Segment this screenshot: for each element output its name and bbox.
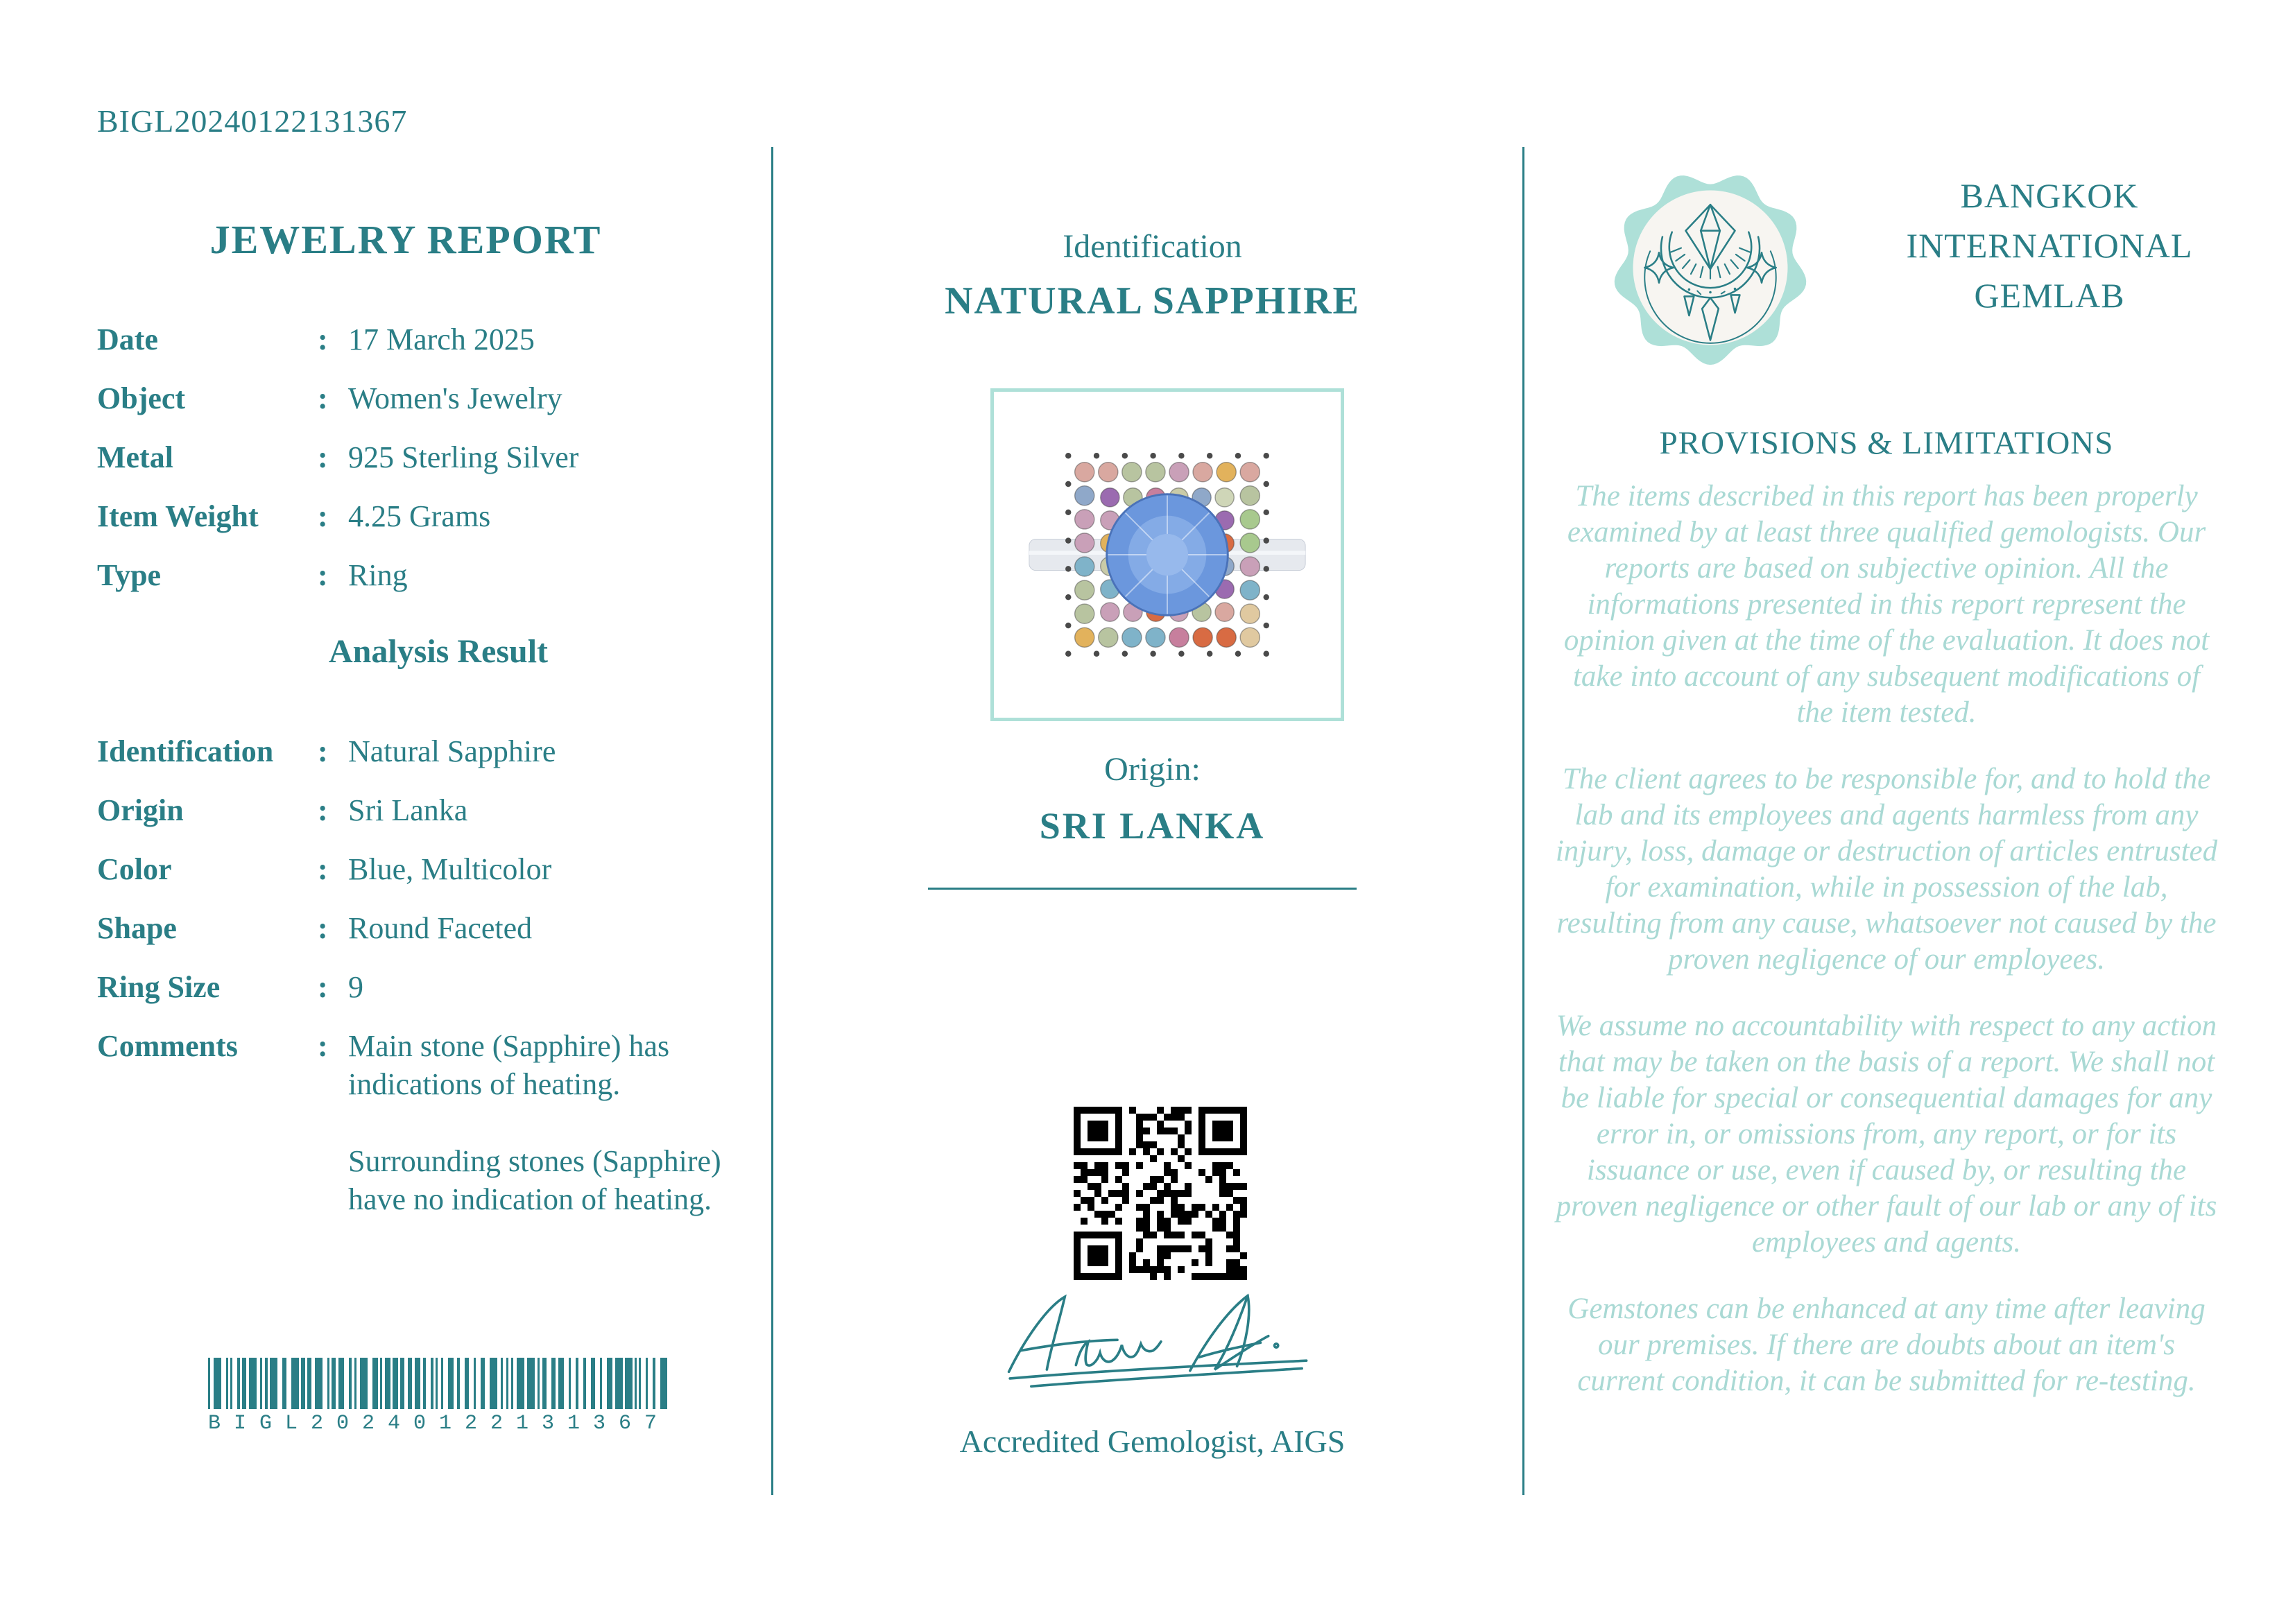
field-colon: : <box>318 970 328 1004</box>
lab-name <box>1838 171 2261 320</box>
origin-value: SRI LANKA <box>1039 805 1266 847</box>
comment-line-2: Surrounding stones (Sapphire) have no indication of heating. <box>348 1144 721 1216</box>
provisions-paragraph-1: The items described in this report has been properly examined by at least three qualified gemologists. Our reports are based on subjective opinion. All the informations presented in this report represent the opinion given at the time of the evaluation. It does not take into account of any subsequent modifications of the item tested. <box>1563 480 2210 729</box>
field-value: 925 Sterling Silver <box>348 440 579 474</box>
column-divider-left <box>771 147 773 1495</box>
comment-line-1: Main stone (Sapphire) has indications of heating. <box>348 1029 670 1101</box>
field-colon: : <box>318 734 328 768</box>
field-label: Date <box>97 322 158 356</box>
gemologist-signature <box>993 1277 1340 1416</box>
signature-icon <box>993 1277 1340 1416</box>
field-value: Blue, Multicolor <box>348 852 552 886</box>
field-colon: : <box>318 322 328 356</box>
field-label: Identification <box>97 734 274 768</box>
field-row-origin <box>97 791 756 829</box>
field-row-date <box>97 320 756 359</box>
field-label: Metal <box>97 440 173 474</box>
field-label: Object <box>97 381 186 415</box>
field-colon: : <box>318 1029 328 1063</box>
provisions-paragraph-4: Gemstones can be enhanced at any time after leaving our premises. If there are doubts about an item's current condition, it can be submitted for re-testing. <box>1567 1293 2206 1397</box>
field-value: Women's Jewelry <box>348 381 562 415</box>
necklace-gem-badge-icon <box>1608 165 1813 370</box>
field-colon: : <box>318 499 328 533</box>
field-row-identification <box>97 732 756 770</box>
field-row-comments <box>97 1027 756 1218</box>
identification-heading: Identification <box>1063 228 1242 265</box>
barcode <box>208 1358 671 1435</box>
field-value: Natural Sapphire <box>348 734 556 768</box>
field-colon: : <box>318 911 328 945</box>
field-label: Comments <box>97 1029 238 1063</box>
lab-name-line1: BANGKOK <box>1960 176 2139 215</box>
jewelry-photo-frame <box>990 388 1344 721</box>
field-label: Shape <box>97 911 177 945</box>
field-row-ring-size <box>97 968 756 1006</box>
origin-heading: Origin: <box>1104 751 1201 788</box>
field-row-metal <box>97 438 756 476</box>
field-row-type <box>97 556 756 594</box>
analysis-field-list <box>97 732 756 1239</box>
ring-photo <box>1017 405 1317 705</box>
provisions-text <box>1554 478 2219 1430</box>
barcode-image <box>208 1358 667 1409</box>
barcode-text: BIGL20240122131367 <box>208 1412 671 1435</box>
report-number: BIGL20240122131367 <box>97 103 408 139</box>
report-field-list <box>97 320 756 615</box>
field-row-item-weight <box>97 497 756 535</box>
field-colon: : <box>318 440 328 474</box>
analysis-result-heading: Analysis Result <box>328 633 549 670</box>
provisions-paragraph-3: We assume no accountability with respect to any action that may be taken on the basis of a report. We shall not be liable for special or consequential damages for any error in, or omissions from, any report, or for its issuance or use, even if caused by, or resulting the proven negligence or other fault of our lab or any of its employees and agents. <box>1556 1010 2217 1259</box>
provisions-heading: PROVISIONS & LIMITATIONS <box>1659 425 2114 461</box>
field-row-object <box>97 379 756 417</box>
field-value: Sri Lanka <box>348 793 468 827</box>
field-value: 9 <box>348 970 363 1004</box>
lab-logo <box>1608 165 1813 370</box>
field-label: Color <box>97 852 172 886</box>
column-divider-right <box>1522 147 1524 1495</box>
field-colon: : <box>318 381 328 415</box>
field-label: Origin <box>97 793 184 827</box>
report-title: JEWELRY REPORT <box>209 217 602 262</box>
field-label: Ring Size <box>97 970 221 1004</box>
field-colon: : <box>318 852 328 886</box>
field-colon: : <box>318 793 328 827</box>
field-label: Item Weight <box>97 499 259 533</box>
gemologist-title: Accredited Gemologist, AIGS <box>959 1424 1346 1459</box>
field-row-shape <box>97 909 756 947</box>
field-row-color <box>97 850 756 888</box>
field-label: Type <box>97 558 162 592</box>
field-value: Round Faceted <box>348 911 533 945</box>
qr-code <box>1074 1107 1247 1280</box>
field-colon: : <box>318 558 328 592</box>
provisions-paragraph-2: The client agrees to be responsible for, and to hold the lab and its employees and agents harmless from any injury, loss, damage or destruction of articles entrusted for examination, while in possession of the lab, resulting from any cause, whatsoever not caused by the proven negligence of our employees. <box>1555 763 2218 976</box>
field-value: Ring <box>348 558 408 592</box>
field-value: 17 March 2025 <box>348 322 535 356</box>
field-value <box>348 1027 756 1218</box>
lab-name-line2: INTERNATIONAL <box>1906 226 2193 265</box>
identification-value: NATURAL SAPPHIRE <box>945 279 1360 322</box>
qr-code-image <box>1074 1107 1247 1280</box>
field-value: 4.25 Grams <box>348 499 491 533</box>
lab-name-line3: GEMLAB <box>1974 276 2125 315</box>
origin-underline <box>928 888 1357 890</box>
